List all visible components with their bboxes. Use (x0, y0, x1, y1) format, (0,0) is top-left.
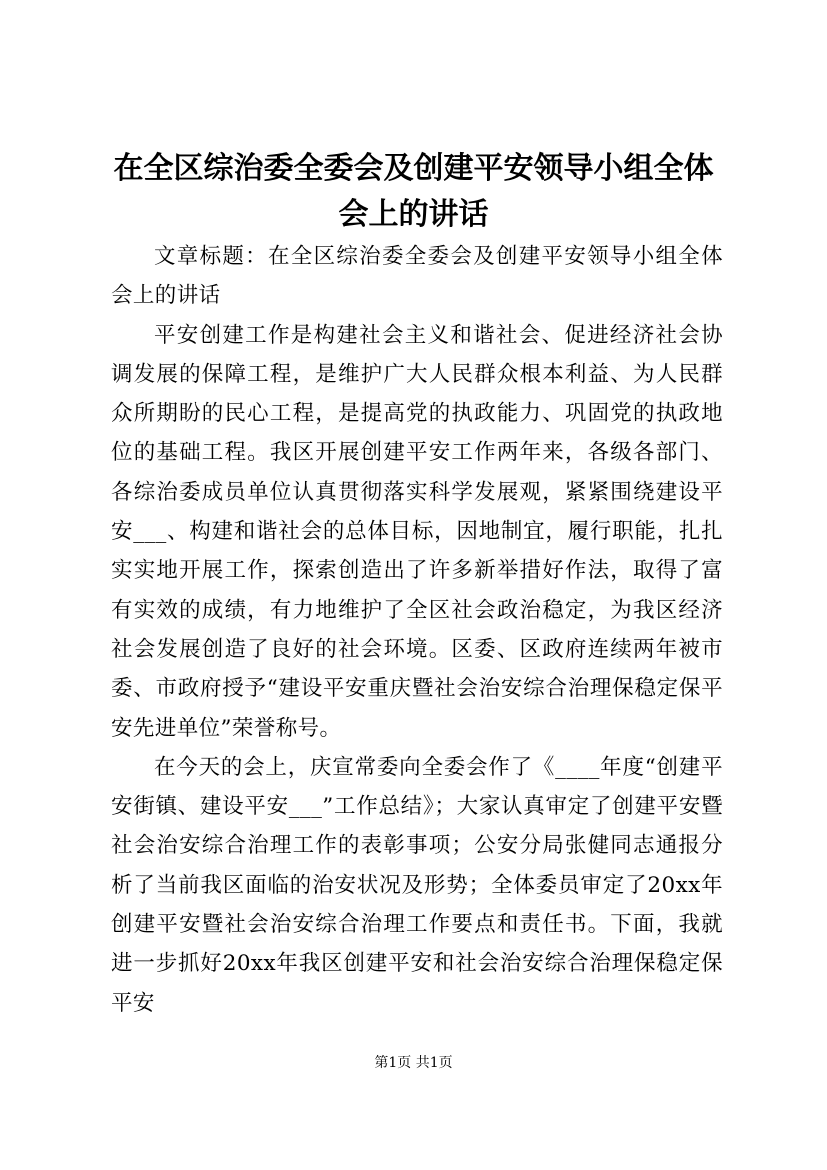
document-title: 在全区综治委全委会及创建平安领导小组全体会上的讲话 (113, 151, 714, 232)
paragraph-intro: 平安创建工作是构建社会主义和谐社会、促进经济社会协调发展的保障工程，是维护广大人民群众根本利益、为人民群众所期盼的民心工程，是提高党的执政能力、巩固党的执政地位的基础工程。我区开展创建平安工作两年来，各级各部门、各综治委成员单位认真贯彻落实科学发展观，紧紧围绕建设平安___、构建和谐社会的总体目标，因地制宜，履行职能，扎扎实实地开展工作，探索创造出了许多新举措好作法，取得了富有实效的成绩，有力地维护了全区社会政治稳定，为我区经济社会发展创造了良好的社会环境。区委、区政府连续两年被市委、市政府授予“建设平安重庆暨社会治安综合治理保稳定保平安先进单位”荣誉称号。 (111, 322, 723, 741)
document-body (111, 237, 723, 1023)
paragraph-meeting: 在今天的会上，庆宣常委向全委会作了《____年度“创建平安街镇、建设平安___”工作总结》；大家认真审定了创建平安暨社会治安综合治理工作的表彰事项；公安分局张健同志通报分析了当前我区面临的治安状况及形势；全体委员审定了20xx年创建平安暨社会治安综合治理工作要点和责任书。下面，我就进一步抓好20xx年我区创建平安和社会治安综合治理保稳定保平安 (111, 754, 723, 1016)
paragraph-article-title: 文章标题：在全区综治委全委会及创建平安领导小组全体会上的讲话 (111, 244, 723, 309)
page-number-label: 第1页 共1页 (374, 1055, 453, 1071)
page-footer (0, 1053, 827, 1073)
